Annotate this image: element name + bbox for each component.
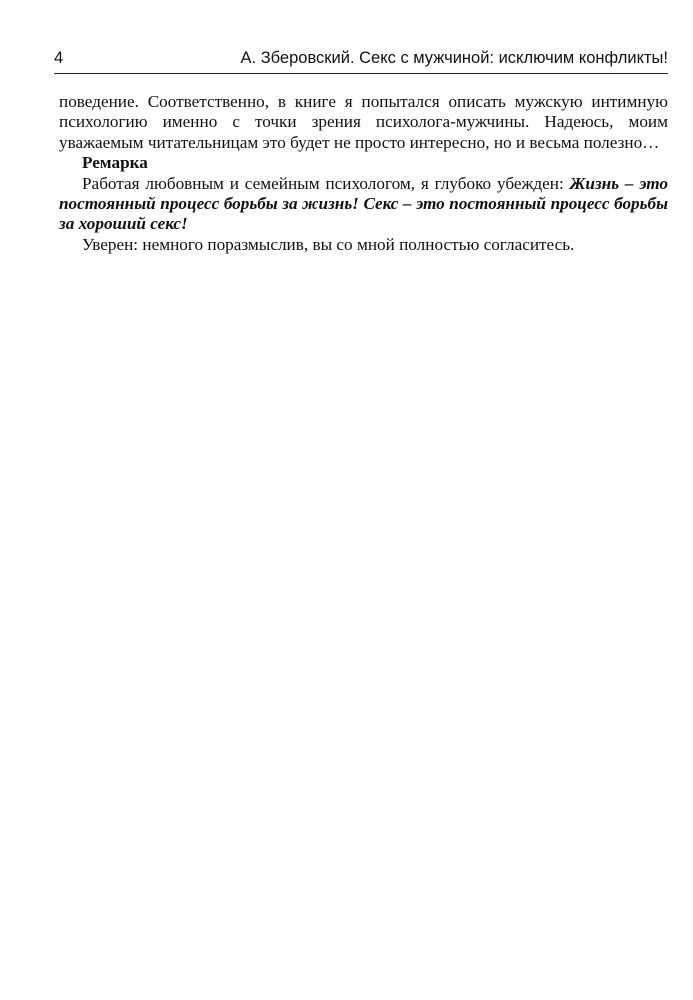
remark-heading: Ремарка — [82, 153, 148, 173]
paragraph-intro: поведение. Соответственно, в книге я попытался описать мужскую интимную психологию именно с точки зрения психолога-мужчины. Надеюсь, моим уважаемым читательницам это будет не просто интересно, но и весьма полезно… — [59, 92, 668, 152]
paragraph-conclusion: Уверен: немного поразмыслив, вы со мной полностью согласитесь. — [82, 234, 575, 254]
page-number: 4 — [54, 49, 64, 67]
remark-emphasis-text: Жизнь – это постоянный процесс борьбы за жизнь! Секс – это постоянный процесс борьбы за хороший секс! — [59, 173, 668, 234]
running-header — [54, 47, 668, 74]
paragraph-remark — [59, 174, 668, 235]
remark-lead-text: Работая любовным и семейным психологом, я глубоко убежден: — [82, 173, 570, 193]
running-title: А. Зберовский. Секс с мужчиной: исключим конфликты! — [240, 49, 668, 67]
body-text — [59, 92, 668, 255]
